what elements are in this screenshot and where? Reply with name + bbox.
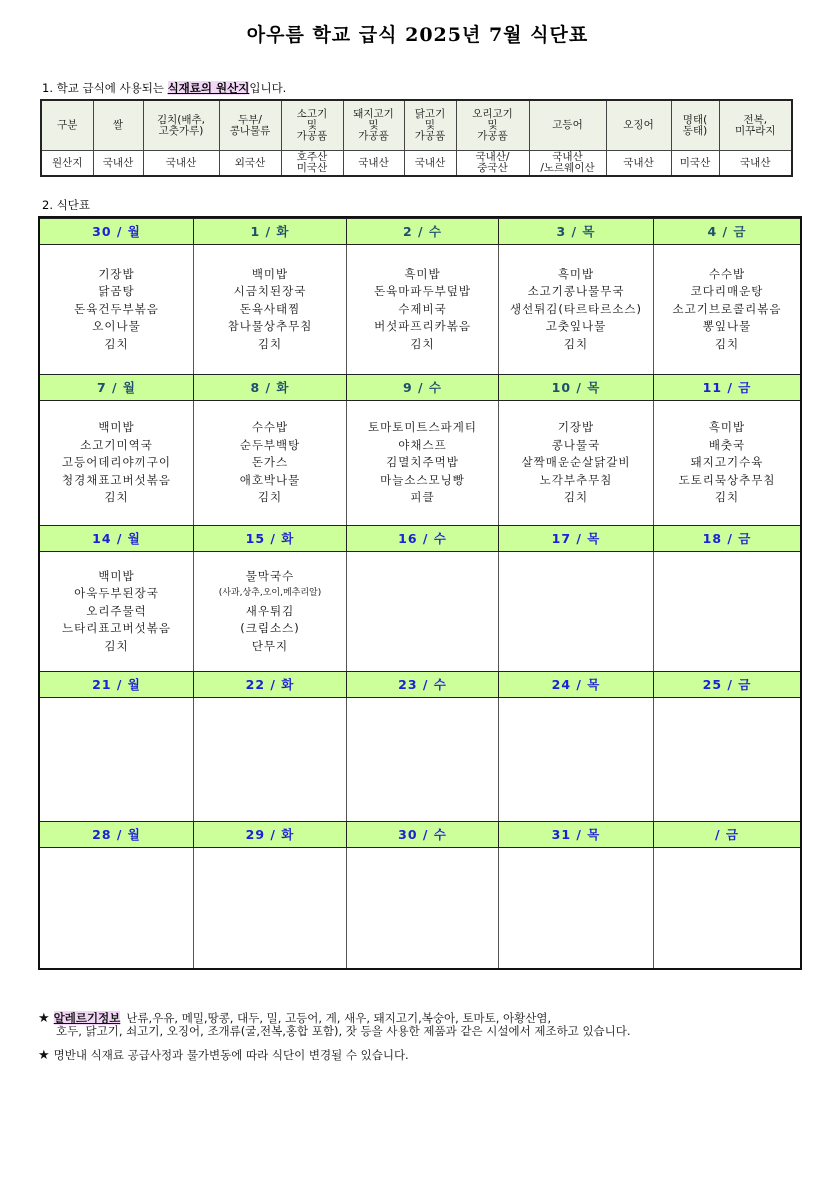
day-header: 9 / 수 <box>347 374 499 401</box>
menu-item: 고등어데리야끼구이 <box>62 455 171 470</box>
origin-header-cell: 오징어 <box>606 100 671 151</box>
day-header: 2 / 수 <box>347 218 499 245</box>
day-menu-cell <box>654 245 800 374</box>
menu-item: 백미밥 <box>251 266 289 281</box>
day-menu-cell <box>194 698 347 821</box>
menu-item: 김치 <box>563 336 589 351</box>
day-header: 30 / 월 <box>40 218 194 245</box>
menu-calendar <box>38 216 802 970</box>
origin-label-prefix: 1. 학교 급식에 사용되는 <box>42 81 168 95</box>
star-icon: ★ <box>38 1011 50 1026</box>
origin-header-cell: 고등어 <box>529 100 606 151</box>
menu-item: 기장밥 <box>98 266 135 281</box>
menu-item: 코다리매운탕 <box>690 284 764 299</box>
day-header: 3 / 목 <box>499 218 654 245</box>
day-header: 18 / 금 <box>654 525 800 552</box>
menu-item: 소고기브로콜리볶음 <box>672 301 782 316</box>
menu-item: 애호박나물 <box>239 472 301 487</box>
origin-label-highlight: 식재료의 원산지 <box>167 81 250 95</box>
allergy-note <box>38 1012 631 1037</box>
menu-item: 김치 <box>104 638 129 653</box>
menu-item: 흑미밥 <box>557 266 595 281</box>
week-header-row <box>40 525 800 552</box>
day-menu-cell <box>194 245 347 374</box>
menu-item: 흑미밥 <box>404 266 441 281</box>
menu-item: 돈육사태찜 <box>239 301 301 316</box>
day-menu-cell <box>40 698 194 821</box>
menu-item: 참나물상추무침 <box>227 319 313 334</box>
menu-item: 김치 <box>104 336 129 351</box>
day-header: 4 / 금 <box>654 218 800 245</box>
menu-item: 김치 <box>410 336 435 351</box>
day-menu-cell <box>499 401 654 525</box>
day-header: 8 / 화 <box>194 374 347 401</box>
menu-item: 오리주물럭 <box>86 603 147 618</box>
origin-header-cell: 쌀 <box>93 100 143 151</box>
menu-item: 김치 <box>563 490 589 505</box>
origin-value-cell: 국내산 <box>404 151 456 177</box>
menu-item: 야채스프 <box>398 437 447 452</box>
day-header: 17 / 목 <box>499 525 654 552</box>
star-icon: ★ <box>38 1048 50 1063</box>
day-menu-cell <box>347 698 499 821</box>
origin-value-cell: 국내산 <box>343 151 404 177</box>
day-menu-cell <box>654 401 800 525</box>
day-header: 21 / 월 <box>40 671 194 698</box>
day-header: 24 / 목 <box>499 671 654 698</box>
day-header: 30 / 수 <box>347 821 499 848</box>
week-menu-row <box>40 245 800 374</box>
week-header-row <box>40 374 800 401</box>
menu-item: 버섯파프리카볶음 <box>374 319 471 334</box>
menu-item: 김치 <box>257 336 283 351</box>
page-title: 아우름 학교 급식 2025년 7월 식단표 <box>246 24 589 46</box>
menu-item: 오이나물 <box>92 319 141 334</box>
menu-item: 수수밥 <box>708 266 746 281</box>
origin-header-cell: 두부/ 콩나물류 <box>219 100 281 151</box>
allergy-line-1: 난류,우유, 메밀,땅콩, 대두, 밀, 고등어, 게, 새우, 돼지고기,복숭아, 토마토, 아황산염, <box>126 1011 552 1025</box>
week-menu-row <box>40 401 800 525</box>
week-menu-row <box>40 552 800 671</box>
menu-item: 아욱두부된장국 <box>74 586 159 601</box>
day-menu-cell <box>347 401 499 525</box>
allergy-label: 알레르기정보 <box>53 1011 121 1025</box>
day-menu-cell <box>40 848 194 968</box>
menu-item: 살짝매운순살닭갈비 <box>521 455 631 470</box>
menu-item: 돈육건두부볶음 <box>74 301 159 316</box>
origin-header-row <box>41 100 792 151</box>
menu-item: 수제비국 <box>398 301 447 316</box>
day-header: 25 / 금 <box>654 671 800 698</box>
origin-value-cell: 국내산 <box>719 151 792 177</box>
menu-item: 느타리표고버섯볶음 <box>62 621 171 636</box>
menu-item: 닭곰탕 <box>98 284 135 299</box>
menu-item: 도토리묵상추무침 <box>678 472 776 487</box>
menu-item: 김치 <box>257 490 283 505</box>
day-menu-cell <box>499 552 654 671</box>
origin-header-cell: 소고기 및 가공품 <box>281 100 343 151</box>
menu-item: 생선튀김(타르타르소스) <box>509 301 643 316</box>
menu-item: 김치 <box>714 336 740 351</box>
origin-value-row <box>41 151 792 177</box>
day-header: 28 / 월 <box>40 821 194 848</box>
day-menu-cell <box>654 848 800 968</box>
day-header: 15 / 화 <box>194 525 347 552</box>
menu-item: 배춧국 <box>708 437 746 452</box>
day-menu-cell <box>40 552 194 671</box>
day-header: 23 / 수 <box>347 671 499 698</box>
day-menu-cell <box>40 401 194 525</box>
menu-item: 김치 <box>104 490 129 505</box>
origin-header-cell: 구분 <box>41 100 93 151</box>
menu-item: 소고기미역국 <box>80 437 153 452</box>
change-notice-text: 명반내 식재료 공급사정과 물가변동에 따라 식단이 변경될 수 있습니다. <box>53 1048 409 1062</box>
menu-item: 김멸치주먹밥 <box>386 455 459 470</box>
menu-item: 기장밥 <box>557 420 595 435</box>
menu-item: 물막국수 <box>245 568 295 583</box>
day-header: 1 / 화 <box>194 218 347 245</box>
day-menu-cell <box>194 552 347 671</box>
menu-item: (사과,상추,오이,메추리알) <box>218 588 322 599</box>
allergy-line-2: 호두, 닭고기, 쇠고기, 오징어, 조개류(굴,전복,홍합 포함), 잣 등을 사용한 제품과 같은 시설에서 제조하고 있습니다. <box>56 1024 631 1038</box>
origin-section-label <box>42 80 286 96</box>
menu-item: 백미밥 <box>98 568 135 583</box>
menu-item: 토마토미트스파게티 <box>368 420 477 435</box>
origin-header-cell: 닭고기 및 가공품 <box>404 100 456 151</box>
menu-item: 뽕잎나물 <box>702 319 752 334</box>
menu-item: 흑미밥 <box>708 420 746 435</box>
menu-item: 콩나물국 <box>551 437 601 452</box>
menu-item: 단무지 <box>251 638 289 653</box>
origin-value-cell: 호주산 미국산 <box>281 151 343 177</box>
menu-item: 청경채표고버섯볶음 <box>62 472 171 487</box>
menu-item: 시금치된장국 <box>233 284 307 299</box>
day-header: / 금 <box>654 821 800 848</box>
origin-value-cell: 미국산 <box>671 151 719 177</box>
origin-header-cell: 돼지고기 및 가공품 <box>343 100 404 151</box>
origin-value-cell: 국내산 <box>93 151 143 177</box>
menu-item: 피클 <box>410 490 435 505</box>
day-menu-cell <box>654 698 800 821</box>
origin-header-cell: 전복, 미꾸라지 <box>719 100 792 151</box>
menu-item: 새우튀김 <box>245 603 295 618</box>
origin-value-cell: 국내산/ 중국산 <box>456 151 529 177</box>
menu-item: 돈육마파두부덮밥 <box>374 284 471 299</box>
day-menu-cell <box>499 245 654 374</box>
origin-label-suffix: 입니다. <box>249 81 287 95</box>
origin-table <box>40 99 793 177</box>
change-note <box>38 1049 409 1062</box>
day-header: 22 / 화 <box>194 671 347 698</box>
day-menu-cell <box>347 848 499 968</box>
origin-header-cell: 오리고기 및 가공품 <box>456 100 529 151</box>
menu-item: 순두부백탕 <box>239 437 301 452</box>
week-menu-row <box>40 848 800 968</box>
day-menu-cell <box>40 245 194 374</box>
day-menu-cell <box>499 698 654 821</box>
week-header-row <box>40 218 800 245</box>
origin-value-cell: 국내산 <box>143 151 219 177</box>
menu-item: 백미밥 <box>98 420 135 435</box>
origin-value-cell: 원산지 <box>41 151 93 177</box>
day-menu-cell <box>654 552 800 671</box>
day-header: 16 / 수 <box>347 525 499 552</box>
day-header: 10 / 목 <box>499 374 654 401</box>
day-header: 7 / 월 <box>40 374 194 401</box>
menu-item: 노각부추무침 <box>539 472 613 487</box>
day-menu-cell <box>347 552 499 671</box>
origin-value-cell: 국내산 <box>606 151 671 177</box>
day-header: 29 / 화 <box>194 821 347 848</box>
menu-item: (크림소스) <box>240 621 300 636</box>
menu-item: 돼지고기수육 <box>690 455 764 470</box>
week-menu-row <box>40 698 800 821</box>
day-menu-cell <box>194 401 347 525</box>
week-header-row <box>40 671 800 698</box>
day-header: 14 / 월 <box>40 525 194 552</box>
menu-item: 고춧잎나물 <box>545 319 607 334</box>
day-header: 11 / 금 <box>654 374 800 401</box>
menu-item: 소고기콩나물무국 <box>527 284 625 299</box>
menu-item: 돈가스 <box>251 455 289 470</box>
origin-value-cell: 국내산 /노르웨이산 <box>529 151 606 177</box>
origin-header-cell: 명태( 동태) <box>671 100 719 151</box>
menu-item: 마늘소스모닝빵 <box>380 472 465 487</box>
menu-section-label: 2. 식단표 <box>42 198 90 212</box>
week-header-row <box>40 821 800 848</box>
menu-item: 김치 <box>714 490 740 505</box>
day-header: 31 / 목 <box>499 821 654 848</box>
menu-item: 수수밥 <box>251 420 289 435</box>
day-menu-cell <box>347 245 499 374</box>
origin-value-cell: 외국산 <box>219 151 281 177</box>
origin-header-cell: 김치(배추, 고춧가루) <box>143 100 219 151</box>
day-menu-cell <box>499 848 654 968</box>
day-menu-cell <box>194 848 347 968</box>
